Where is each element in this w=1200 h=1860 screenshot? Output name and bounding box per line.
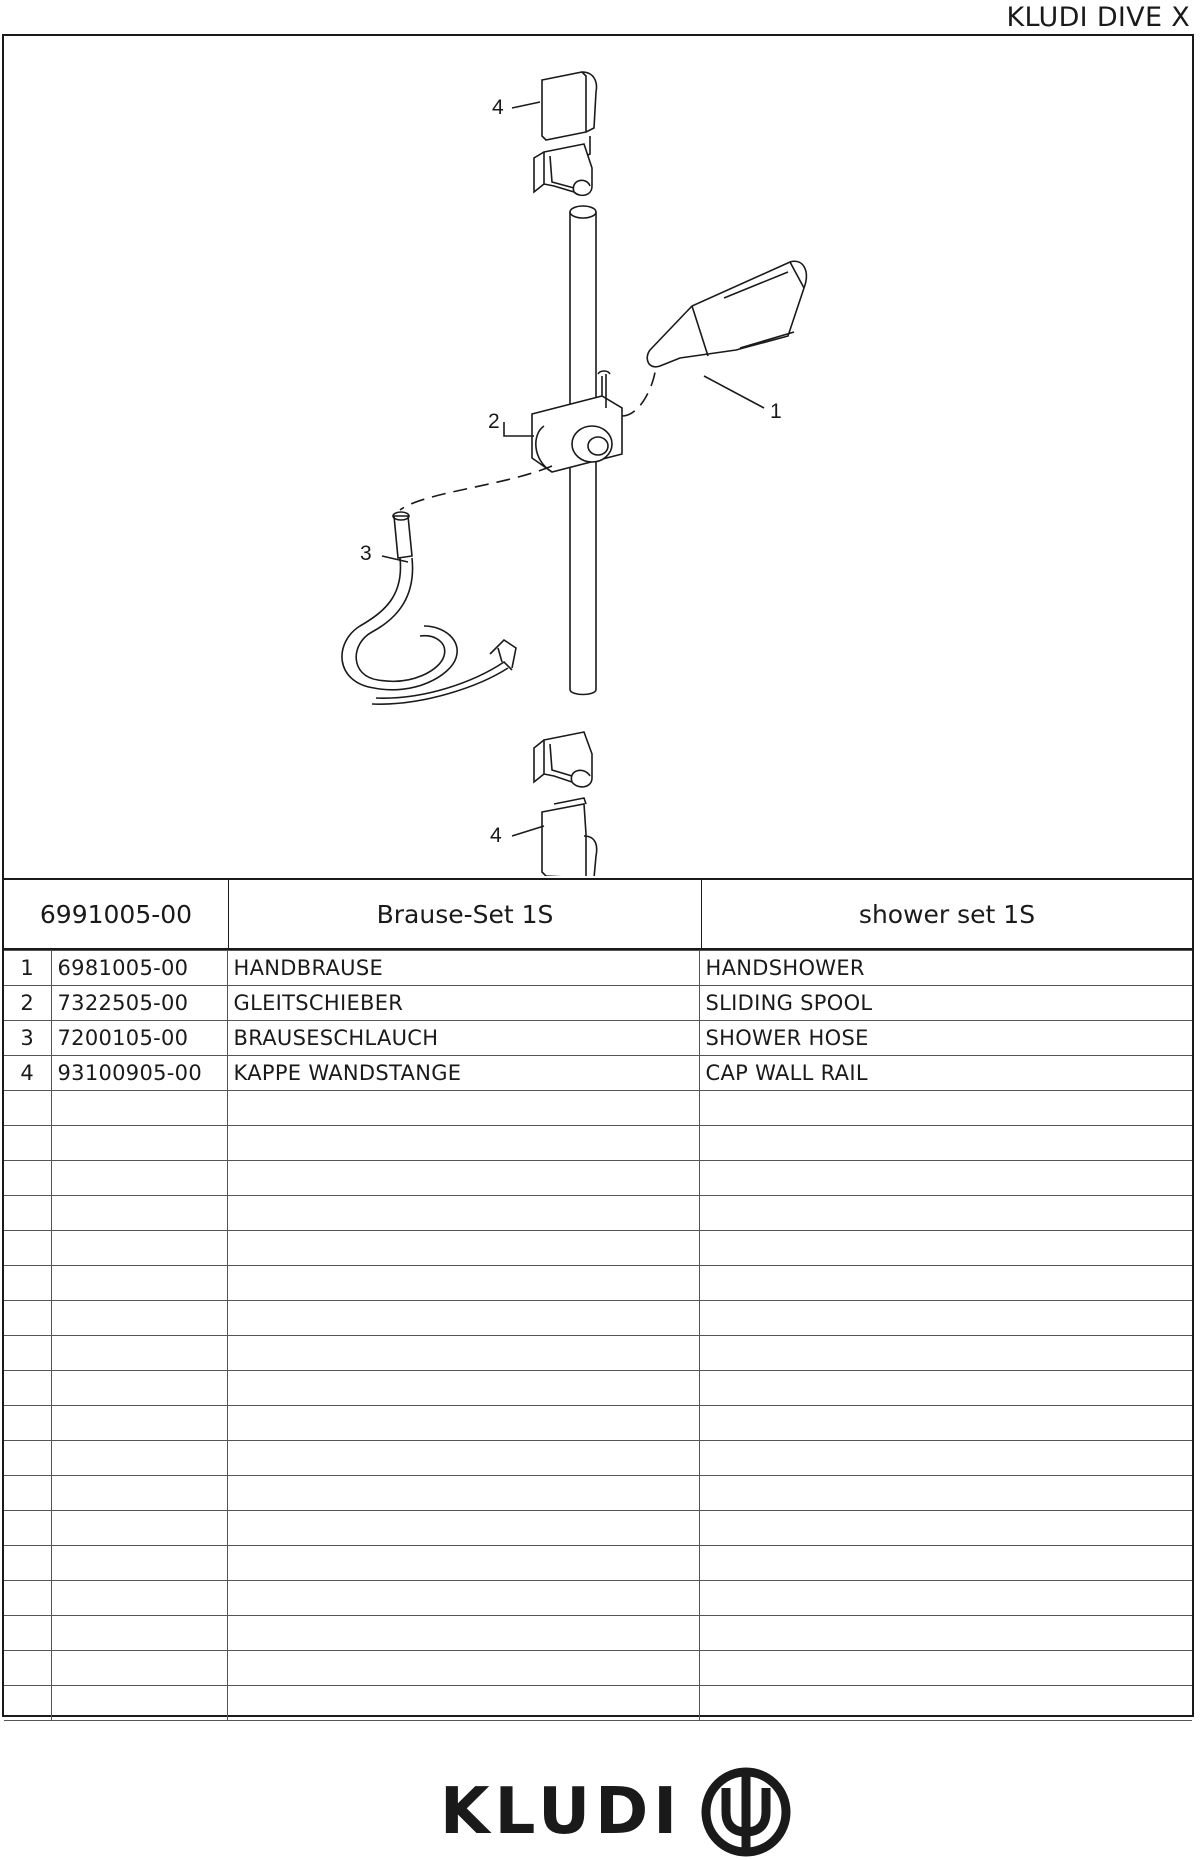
- empty-cell: [4, 1336, 51, 1371]
- part-pos: 3: [4, 1021, 51, 1056]
- sliding-spool: [532, 371, 622, 472]
- callout-4-top: 4: [492, 96, 504, 119]
- empty-cell: [227, 1546, 699, 1581]
- empty-cell: [699, 1336, 1192, 1371]
- empty-table-row: [4, 1651, 1192, 1686]
- part-pos: 1: [4, 951, 51, 986]
- empty-cell: [51, 1371, 227, 1406]
- empty-cell: [4, 1546, 51, 1581]
- parts-table: [4, 950, 1192, 1721]
- empty-cell: [699, 1161, 1192, 1196]
- empty-cell: [4, 1441, 51, 1476]
- part-name-en: SLIDING SPOOL: [699, 986, 1192, 1021]
- empty-table-row: [4, 1161, 1192, 1196]
- callout-2: 2: [488, 410, 500, 433]
- exploded-view-drawing: [4, 36, 1192, 876]
- table-row: [4, 1021, 1192, 1056]
- empty-cell: [699, 1231, 1192, 1266]
- empty-cell: [227, 1371, 699, 1406]
- empty-cell: [699, 1301, 1192, 1336]
- empty-table-row: [4, 1616, 1192, 1651]
- empty-cell: [4, 1196, 51, 1231]
- empty-cell: [51, 1546, 227, 1581]
- empty-cell: [4, 1686, 51, 1721]
- empty-cell: [51, 1231, 227, 1266]
- empty-cell: [4, 1301, 51, 1336]
- part-name-en: CAP WALL RAIL: [699, 1056, 1192, 1091]
- empty-table-row: [4, 1581, 1192, 1616]
- empty-cell: [4, 1581, 51, 1616]
- empty-cell: [51, 1196, 227, 1231]
- empty-cell: [227, 1441, 699, 1476]
- empty-cell: [699, 1196, 1192, 1231]
- set-name-en: shower set 1S: [858, 899, 1036, 929]
- empty-cell: [4, 1091, 51, 1126]
- empty-cell: [699, 1126, 1192, 1161]
- part-name-de: BRAUSESCHLAUCH: [227, 1021, 699, 1056]
- empty-table-row: [4, 1476, 1192, 1511]
- part-name-de: GLEITSCHIEBER: [227, 986, 699, 1021]
- empty-cell: [227, 1581, 699, 1616]
- empty-cell: [699, 1476, 1192, 1511]
- empty-cell: [699, 1266, 1192, 1301]
- empty-cell: [227, 1126, 699, 1161]
- empty-cell: [51, 1476, 227, 1511]
- drawing-frame: [2, 34, 1194, 1717]
- empty-cell: [51, 1441, 227, 1476]
- empty-cell: [4, 1126, 51, 1161]
- empty-cell: [699, 1091, 1192, 1126]
- empty-cell: [699, 1616, 1192, 1651]
- part-name-de: HANDBRAUSE: [227, 951, 699, 986]
- empty-table-row: [4, 1371, 1192, 1406]
- empty-cell: [51, 1301, 227, 1336]
- table-row: [4, 1056, 1192, 1091]
- part-name-de: KAPPE WANDSTANGE: [227, 1056, 699, 1091]
- empty-cell: [699, 1371, 1192, 1406]
- part-number: 93100905-00: [51, 1056, 227, 1091]
- part-pos: 4: [4, 1056, 51, 1091]
- empty-cell: [51, 1266, 227, 1301]
- empty-cell: [4, 1266, 51, 1301]
- empty-table-row: [4, 1266, 1192, 1301]
- empty-cell: [227, 1406, 699, 1441]
- empty-cell: [4, 1616, 51, 1651]
- empty-cell: [227, 1091, 699, 1126]
- empty-cell: [699, 1686, 1192, 1721]
- empty-cell: [227, 1616, 699, 1651]
- empty-cell: [4, 1231, 51, 1266]
- empty-cell: [699, 1406, 1192, 1441]
- empty-cell: [227, 1266, 699, 1301]
- shower-hose: [342, 512, 516, 704]
- set-number: 6991005-00: [4, 880, 229, 948]
- part-number: 6981005-00: [51, 951, 227, 986]
- kludi-logo-icon: [700, 1766, 792, 1858]
- empty-cell: [227, 1336, 699, 1371]
- empty-table-row: [4, 1406, 1192, 1441]
- empty-cell: [4, 1476, 51, 1511]
- empty-table-row: [4, 1091, 1192, 1126]
- empty-table-row: [4, 1686, 1192, 1721]
- empty-cell: [227, 1686, 699, 1721]
- empty-table-row: [4, 1231, 1192, 1266]
- empty-cell: [51, 1126, 227, 1161]
- empty-cell: [51, 1336, 227, 1371]
- part-name-en: SHOWER HOSE: [699, 1021, 1192, 1056]
- top-bracket: [534, 144, 592, 195]
- empty-cell: [227, 1161, 699, 1196]
- empty-cell: [227, 1231, 699, 1266]
- empty-cell: [51, 1091, 227, 1126]
- page-title: KLUDI DIVE X: [1006, 2, 1190, 33]
- empty-table-row: [4, 1126, 1192, 1161]
- empty-cell: [699, 1441, 1192, 1476]
- empty-table-row: [4, 1196, 1192, 1231]
- empty-cell: [4, 1511, 51, 1546]
- empty-cell: [4, 1161, 51, 1196]
- part-number: 7322505-00: [51, 986, 227, 1021]
- empty-table-row: [4, 1441, 1192, 1476]
- set-name-de: Brause-Set 1S: [229, 880, 702, 948]
- callout-1: 1: [770, 400, 782, 423]
- empty-cell: [4, 1371, 51, 1406]
- empty-cell: [51, 1511, 227, 1546]
- empty-cell: [4, 1651, 51, 1686]
- empty-cell: [699, 1581, 1192, 1616]
- empty-cell: [227, 1651, 699, 1686]
- empty-cell: [51, 1616, 227, 1651]
- part-name-en: HANDSHOWER: [699, 951, 1192, 986]
- brand-name: KLUDI: [440, 1775, 682, 1849]
- empty-cell: [227, 1511, 699, 1546]
- empty-cell: [227, 1476, 699, 1511]
- empty-table-row: [4, 1546, 1192, 1581]
- empty-cell: [4, 1406, 51, 1441]
- part-pos: 2: [4, 986, 51, 1021]
- part-number: 7200105-00: [51, 1021, 227, 1056]
- brand-footer: [440, 1764, 792, 1860]
- table-row: [4, 986, 1192, 1021]
- table-row: [4, 951, 1192, 986]
- empty-table-row: [4, 1336, 1192, 1371]
- empty-cell: [227, 1196, 699, 1231]
- empty-cell: [51, 1581, 227, 1616]
- empty-cell: [51, 1161, 227, 1196]
- callout-4-bottom: 4: [490, 824, 502, 847]
- callout-3: 3: [360, 542, 372, 565]
- top-wall-cap: [542, 72, 596, 156]
- hand-shower: [647, 261, 806, 366]
- empty-cell: [699, 1651, 1192, 1686]
- empty-table-row: [4, 1511, 1192, 1546]
- empty-cell: [227, 1301, 699, 1336]
- bottom-wall-cap: [542, 798, 597, 876]
- empty-cell: [699, 1546, 1192, 1581]
- empty-cell: [51, 1406, 227, 1441]
- bottom-bracket: [534, 732, 592, 787]
- empty-cell: [51, 1686, 227, 1721]
- empty-table-row: [4, 1301, 1192, 1336]
- empty-cell: [51, 1651, 227, 1686]
- set-header-row: [4, 878, 1192, 950]
- empty-cell: [699, 1511, 1192, 1546]
